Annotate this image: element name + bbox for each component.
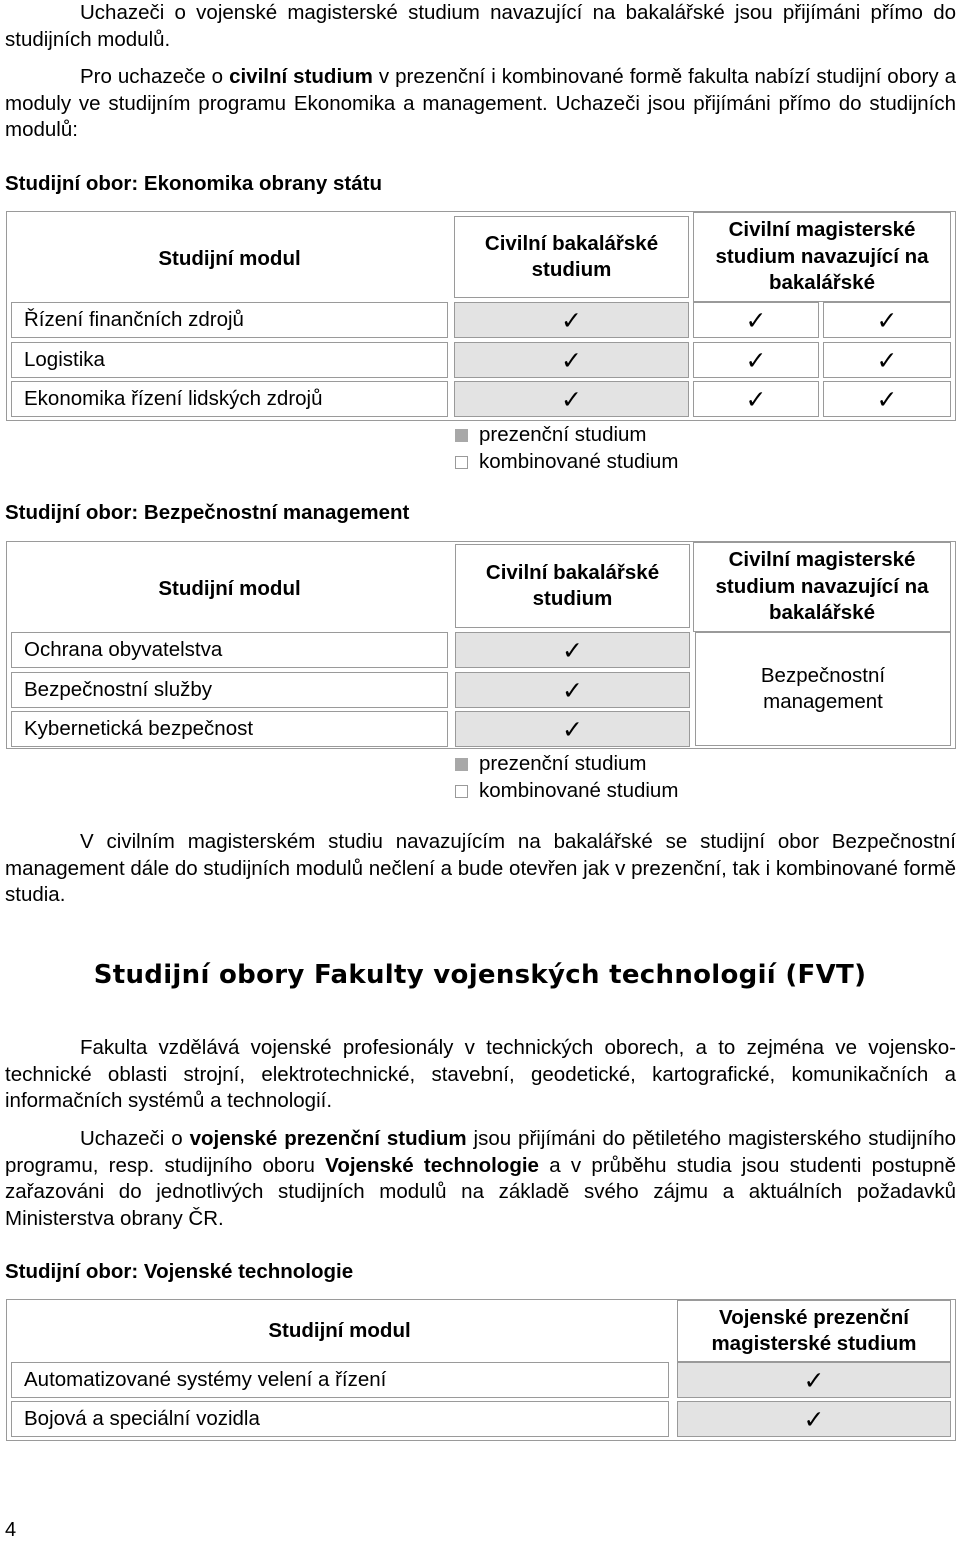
header-label: Studijní modul (158, 246, 301, 270)
filled-square-icon (455, 758, 468, 771)
fvt-emphasis: Vojenské technologie (325, 1153, 539, 1177)
check-cell (454, 342, 689, 378)
legend-label: kombinované studium (479, 779, 679, 802)
check-icon: ✓ (745, 345, 767, 375)
check-cell (823, 381, 951, 417)
header-bachelor (455, 544, 690, 628)
check-cell (693, 302, 819, 338)
row-label-text: Bezpečnostní služby (24, 677, 213, 701)
legend-fulltime (455, 422, 647, 449)
table-row-label (11, 711, 448, 747)
row-label-text: Logistika (24, 347, 105, 371)
check-icon: ✓ (562, 675, 583, 705)
check-cell (823, 302, 951, 338)
header-military (677, 1300, 951, 1362)
header-label: Civilní magisterské studium navazující na bakalářské (715, 218, 929, 295)
header-label: Studijní modul (268, 1318, 411, 1342)
check-icon: ✓ (561, 305, 582, 335)
fvt-text: jsou přijímáni do pětiletého magisterského studijního programu, resp. studijního oboru (5, 1127, 956, 1177)
intro-paragraph-1: Uchazeči o vojenské magisterské studium navazující na bakalářské jsou přijímáni přímo do studijních modulů. (5, 1, 956, 51)
header-label: Studijní modul (158, 576, 301, 600)
check-cell (823, 342, 951, 378)
check-icon: ✓ (745, 305, 767, 335)
table-row-label (11, 1401, 669, 1437)
page-number: 4 (5, 1519, 17, 1541)
legend-combined (455, 778, 678, 805)
check-cell (677, 1401, 951, 1437)
section-heading-economics: Studijní obor: Ekonomika obrany státu (5, 172, 382, 195)
check-cell (455, 632, 690, 668)
check-icon: ✓ (562, 714, 583, 744)
check-icon: ✓ (803, 1365, 825, 1395)
header-label: Civilní bakalářské studium (485, 560, 660, 610)
check-cell (454, 302, 689, 338)
check-cell (455, 711, 690, 747)
merged-cell-security-management (695, 632, 951, 746)
table-row-label (11, 632, 448, 668)
check-cell (693, 342, 819, 378)
legend-label: prezenční studium (479, 423, 647, 446)
fvt-text: Uchazeči o (80, 1127, 190, 1150)
table-row-label (11, 672, 448, 708)
fvt-emphasis: vojenské prezenční studium (189, 1127, 467, 1150)
table-row-label (11, 302, 448, 338)
civil-master-paragraph: V civilním magisterském studiu navazujícím na bakalářské se studijní obor Bezpečnostní management dále do studijních modulů nečlení a bude otevřen jak v prezenční, tak i kombinované formě studia. (5, 830, 956, 906)
intro-text: Pro uchazeče o (80, 65, 230, 88)
legend-combined (455, 449, 678, 476)
header-label: Civilní magisterské studium navazující na bakalářské (715, 548, 929, 625)
check-icon: ✓ (803, 1404, 825, 1434)
check-icon: ✓ (876, 384, 898, 414)
row-label-text: Ekonomika řízení lidských zdrojů (24, 386, 323, 410)
merged-cell-text: Bezpečnostní management (760, 663, 886, 713)
check-icon: ✓ (876, 345, 898, 375)
check-icon: ✓ (562, 635, 583, 665)
header-bachelor (454, 216, 689, 298)
check-icon: ✓ (745, 384, 767, 414)
legend-label: kombinované studium (479, 450, 679, 473)
row-label-text: Automatizované systémy velení a řízení (24, 1367, 387, 1391)
check-cell (693, 381, 819, 417)
section-heading-military-tech: Studijní obor: Vojenské technologie (5, 1260, 354, 1283)
table-economics (6, 211, 956, 421)
table-row-label (11, 381, 448, 417)
fvt-heading: Studijní obory Fakulty vojenských technologií (FVT) (93, 960, 867, 990)
header-module (7, 216, 452, 302)
legend-fulltime (455, 751, 647, 778)
row-label-text: Kybernetická bezpečnost (24, 716, 254, 740)
intro-emphasis: civilní studium (229, 65, 373, 88)
header-label: Vojenské prezenční magisterské studium (711, 1305, 917, 1355)
check-cell (677, 1362, 951, 1398)
check-icon: ✓ (876, 305, 898, 335)
row-label-text: Bojová a speciální vozidla (24, 1406, 260, 1430)
header-label: Civilní bakalářské studium (484, 231, 659, 281)
fvt-paragraph-1: Fakulta vzdělává vojenské profesionály v technických oborech, a to zejména ve vojensko-technické oblasti strojní, elektrotechnické, stavební, geodetické, kartografické, komunikačních a informačních systémů a technologií. (5, 1036, 956, 1112)
row-label-text: Řízení finančních zdrojů (24, 307, 244, 331)
empty-square-icon (455, 456, 468, 469)
header-module (7, 1300, 672, 1362)
header-master (693, 542, 951, 632)
check-cell (454, 381, 689, 417)
table-row-label (11, 342, 448, 378)
intro-text: v prezenční i kombinované formě fakulta nabízí studijní obory a moduly ve studijním programu Ekonomika a management. Uchazeči jsou přijímáni přímo do studijních modulů: (5, 65, 956, 141)
filled-square-icon (455, 429, 468, 442)
fvt-text: a v průběhu studia jsou studenti postupně zařazováni do jednotlivých studijních modulů na základě svého zájmu a aktuálních požadavků Ministerstva obrany ČR. (5, 1153, 956, 1230)
table-military-tech (6, 1299, 956, 1441)
check-cell (455, 672, 690, 708)
empty-square-icon (455, 785, 468, 798)
row-label-text: Ochrana obyvatelstva (24, 637, 223, 661)
header-master (693, 212, 951, 302)
intro-paragraph-2 (5, 64, 956, 144)
legend-label: prezenční studium (479, 752, 647, 775)
fvt-paragraph-2 (5, 1126, 956, 1232)
table-security (6, 541, 956, 749)
check-icon: ✓ (561, 384, 582, 414)
check-icon: ✓ (561, 345, 582, 375)
section-heading-security: Studijní obor: Bezpečnostní management (5, 501, 410, 524)
header-module (7, 546, 452, 632)
table-row-label (11, 1362, 669, 1398)
